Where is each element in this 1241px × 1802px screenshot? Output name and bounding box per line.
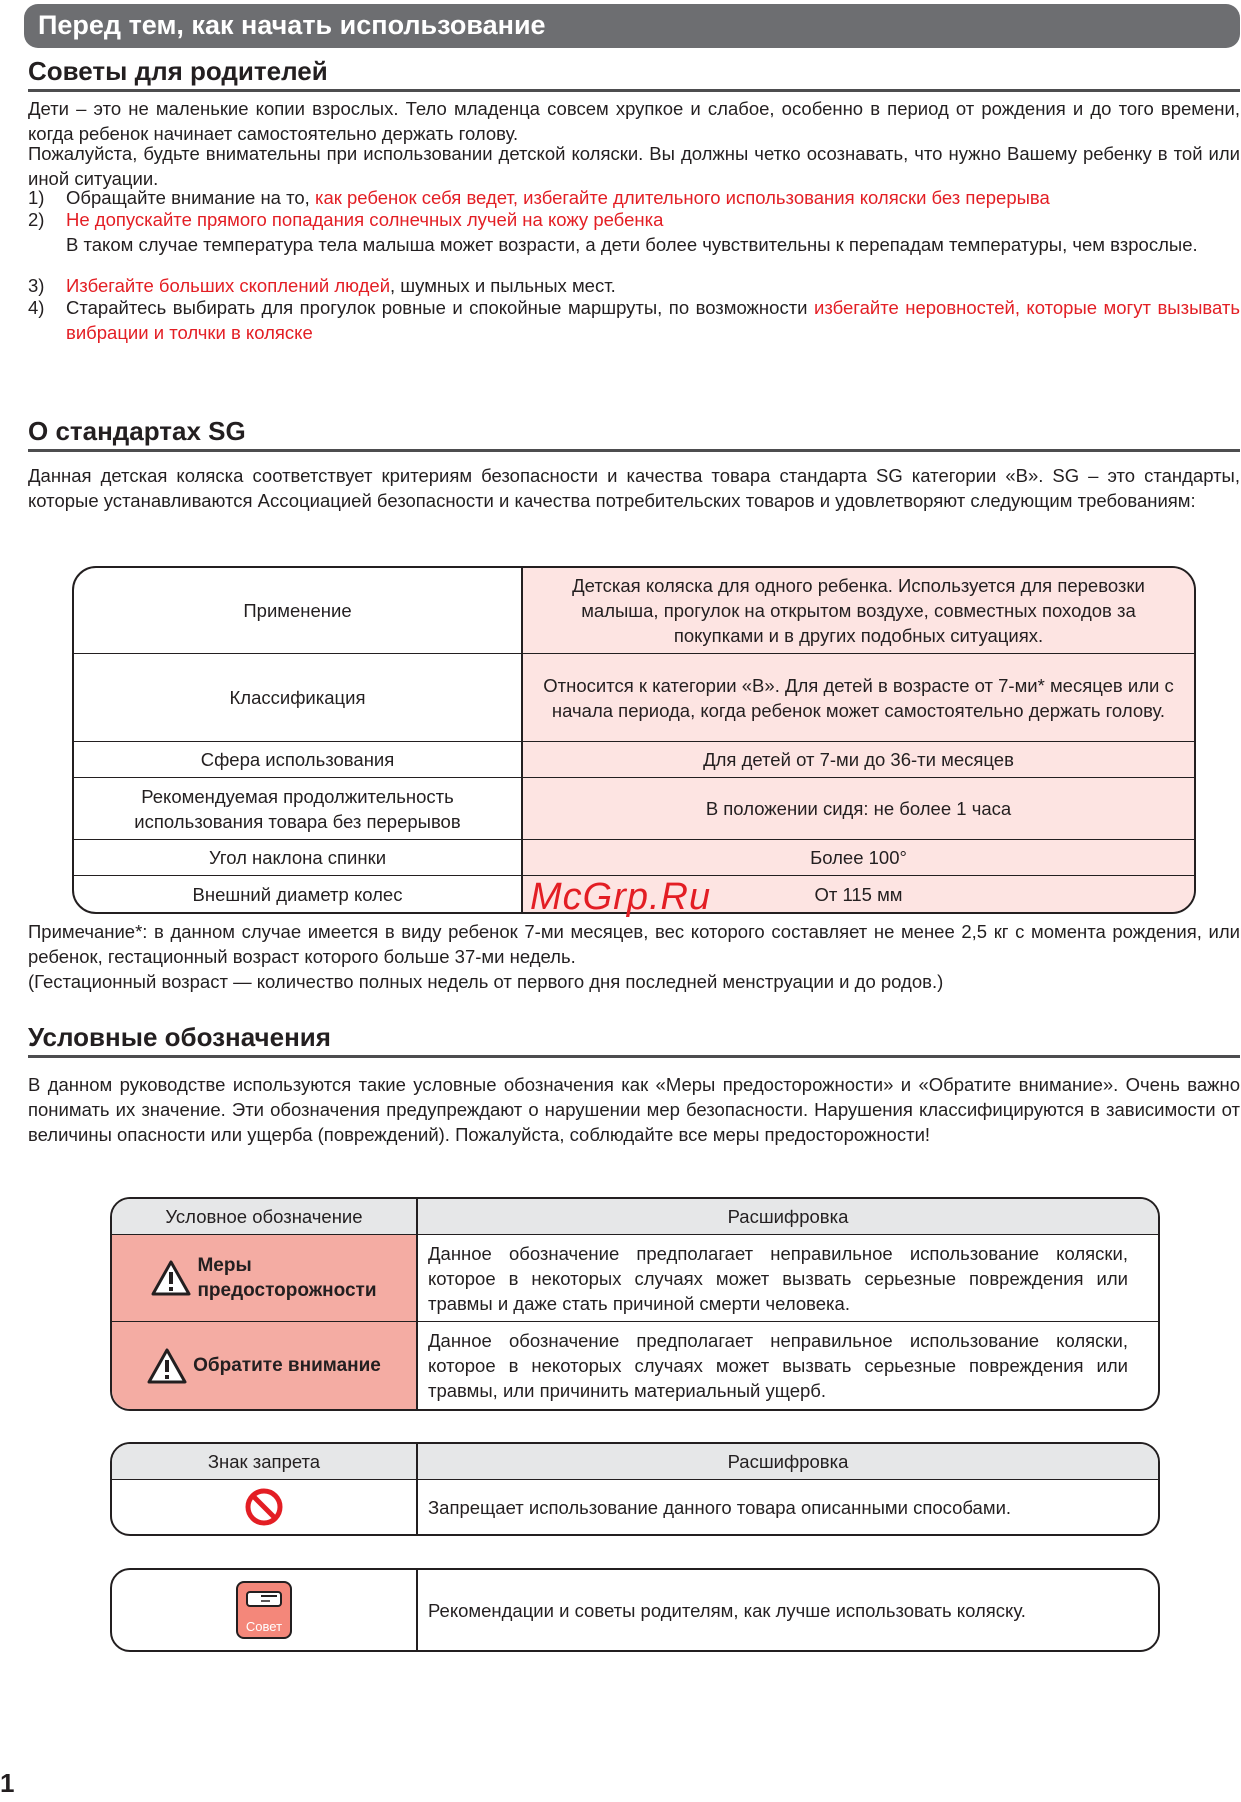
section-heading-symbols: Условные обозначения: [28, 1022, 1240, 1058]
attention-label: Обратите внимание: [193, 1355, 381, 1376]
prohibition-icon: [244, 1487, 284, 1527]
title-banner: [24, 4, 1240, 48]
list-highlight: избегайте неровностей, которые могут вызывать вибрации и толчки в коляске: [66, 297, 1240, 343]
watermark: McGrp.Ru: [530, 876, 712, 918]
table-label: Рекомендуемая продолжительность использования товара без перерывов: [74, 778, 523, 839]
table-header: [112, 1199, 1158, 1235]
section-heading-sg: О стандартах SG: [28, 416, 1240, 452]
list-highlight: Не допускайте прямого попадания солнечных лучей на кожу ребенка: [66, 209, 664, 230]
advice-table: [110, 1568, 1160, 1652]
sg-note-gestation: (Гестационный возраст — количество полных недель от первого дня последней менструации и до родов.): [28, 971, 944, 992]
advice-badge: [236, 1581, 292, 1639]
list-number: 2): [28, 209, 45, 230]
caution-label-line2: предосторожности: [197, 1280, 377, 1301]
column-header: Расшифровка: [727, 1205, 849, 1227]
table-row: [74, 568, 1194, 654]
table-value: От 115 мм: [523, 876, 1194, 912]
page-title: Перед тем, как начать использование: [38, 10, 546, 40]
section-heading-parents: Советы для родителей: [28, 56, 1240, 92]
advice-badge-label: Совет: [245, 1619, 283, 1634]
sg-table: [72, 566, 1196, 914]
symbol-description: Данное обозначение предполагает неправильное использование коляски, которое в некоторых случаях может вызвать серьезные повреждения или травмы и даже стать причиной смерти человека.: [428, 1242, 1128, 1314]
parents-intro-1: Дети – это не маленькие копии взрослых. Тело младенца совсем хрупкое и слабое, особенно в период от рождения и до того времени, когда ребенок начинает самостоятельно держать голову.: [28, 98, 1240, 144]
list-number: 1): [28, 187, 45, 208]
caution-label: Меры: [197, 1255, 252, 1276]
page-number: 1: [0, 1768, 15, 1798]
column-header: Знак запрета: [112, 1444, 418, 1479]
warning-icon: [147, 1348, 187, 1384]
symbols-table: [110, 1197, 1160, 1411]
table-label: Применение: [74, 568, 523, 653]
column-header: Расшифровка: [727, 1450, 849, 1472]
table-row: [74, 742, 1194, 778]
symbol-description: Данное обозначение предполагает неправильное использование коляски, которое в некоторых случаях может вызвать серьезные повреждения или травмы, или причинить материальный ущерб.: [428, 1330, 1128, 1401]
list-text: , шумных и пыльных мест.: [390, 275, 616, 296]
warning-icon: [151, 1260, 191, 1296]
table-label: Сфера использования: [74, 742, 523, 777]
table-label: Угол наклона спинки: [74, 840, 523, 875]
table-row: [112, 1235, 1158, 1322]
list-text: Обращайте внимание на то,: [66, 187, 315, 208]
table-row: [112, 1322, 1158, 1409]
table-value: Относится к категории «В». Для детей в возрасте от 7-ми* месяцев или с начала периода, когда ребенок может самостоятельно держать голову.: [523, 654, 1194, 741]
sg-note: Примечание*: в данном случае имеется в виду ребенок 7-ми месяцев, вес которого составляет не менее 2,5 кг с момента рождения, или ребенок, гестационный возраст которого больше 37-ми недель.: [28, 921, 1240, 967]
table-row: [74, 778, 1194, 840]
list-text: В таком случае температура тела малыша может возрасти, а дети более чувствительны к перепадам температуры, чем взрослые.: [66, 234, 1198, 255]
pointing-hand-icon: [244, 1587, 284, 1611]
list-number: 4): [28, 297, 45, 318]
table-row: [112, 1480, 1158, 1534]
symbol-description: Рекомендации и советы родителям, как лучше использовать коляску.: [428, 1599, 1026, 1621]
symbols-intro: В данном руководстве используются такие условные обозначения как «Меры предосторожности» и «Обратите внимание». Очень важно понимать их значение. Эти обозначения предупреждают о нарушении мер безопасности. Нарушения классифицируются в зависимости от величины опасности или ущерба (повреждений). Пожалуйста, соблюдайте все меры предосторожности!: [28, 1074, 1240, 1145]
table-value: Детская коляска для одного ребенка. Используется для перевозки малыша, прогулок на открытом воздухе, совместных походов за покупками и в других подобных ситуациях.: [523, 568, 1194, 653]
list-text: Старайтесь выбирать для прогулок ровные и спокойные маршруты, по возможности: [66, 297, 814, 318]
list-highlight: Избегайте больших скоплений людей: [66, 275, 391, 296]
table-header: [112, 1444, 1158, 1480]
column-header: Условное обозначение: [112, 1199, 418, 1234]
table-row: [74, 840, 1194, 876]
table-row: [74, 654, 1194, 742]
table-row: [112, 1570, 1158, 1650]
table-label: Внешний диаметр колес: [74, 876, 523, 912]
sg-intro: Данная детская коляска соответствует критериям безопасности и качества товара стандарта SG категории «В». SG – это стандарты, которые устанавливаются Ассоциацией безопасности и качества потребительских товаров и удовлетворяют следующим требованиям:: [28, 465, 1240, 511]
table-label: Классификация: [74, 654, 523, 741]
table-value: В положении сидя: не более 1 часа: [523, 778, 1194, 839]
prohibition-table: [110, 1442, 1160, 1536]
list-number: 3): [28, 275, 45, 296]
parents-intro-2: Пожалуйста, будьте внимательны при использовании детской коляски. Вы должны четко осознавать, что нужно Вашему ребенку в той или иной ситуации.: [28, 143, 1240, 189]
list-highlight: как ребенок себя ведет, избегайте длительного использования коляски без перерыва: [314, 187, 1050, 208]
table-value: Более 100°: [523, 840, 1194, 875]
symbol-description: Запрещает использование данного товара описанными способами.: [428, 1496, 1012, 1518]
table-value: Для детей от 7-ми до 36-ти месяцев: [523, 742, 1194, 777]
